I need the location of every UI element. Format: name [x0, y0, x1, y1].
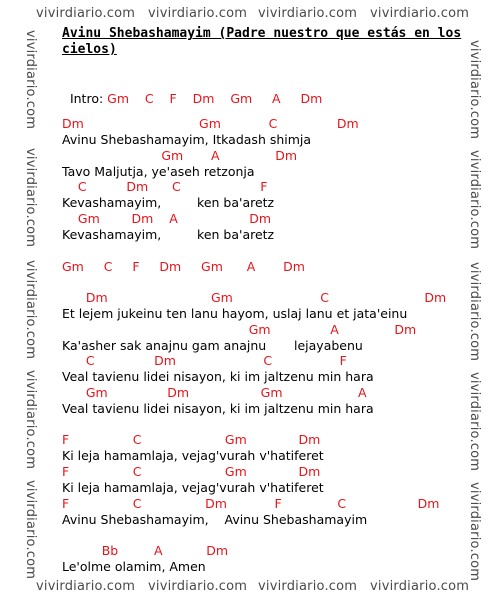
lyric-line: Ki leja hamamlaja, vejag'vurah v'hatiferet	[62, 448, 324, 463]
watermark-bottom-4: vivirdiario.com	[370, 579, 470, 594]
chord-line: Dm Gm C Dm	[62, 290, 447, 305]
watermark-right-4: vivirdiario.com	[467, 372, 482, 472]
chord-line: Gm A Dm	[62, 322, 417, 337]
chord-line: C Dm C F	[62, 179, 268, 194]
chord-line: F C Gm Dm	[62, 464, 321, 479]
lyric-line: Ka'asher sak anajnu gam anajnu lejayabenu	[62, 338, 363, 353]
chord-line: Gm Dm A Dm	[62, 211, 272, 226]
watermark-bottom-3: vivirdiario.com	[258, 579, 358, 594]
chord-line: F C Dm F C Dm	[62, 496, 440, 511]
watermark-left-2: vivirdiario.com	[23, 148, 38, 248]
lyric-line: Et lejem jukeinu ten lanu hayom, uslaj lanu et jata'einu	[62, 306, 408, 321]
lyric-line: Tavo Maljutja, ye'aseh retzonja	[62, 164, 255, 179]
watermark-bottom-1: vivirdiario.com	[36, 579, 136, 594]
interlude-chords: Gm C F Dm Gm A Dm	[62, 259, 305, 274]
watermark-left-4: vivirdiario.com	[23, 370, 38, 470]
watermark-right-5: vivirdiario.com	[467, 482, 482, 582]
chord-line: Bb A Dm	[62, 543, 229, 558]
intro-line	[62, 76, 322, 106]
chord-line: Dm Gm C Dm	[62, 116, 359, 131]
lyric-line: Avinu Shebashamayim, Avinu Shebashamayim	[62, 512, 368, 527]
lyric-line: Veal tavienu lidei nisayon, ki im jaltzenu min hara	[62, 369, 374, 384]
chord-line: Gm Dm Gm A	[62, 385, 367, 400]
song-title: Avinu Shebashamayim (Padre nuestro que estás en los cielos)	[62, 26, 462, 57]
chord-line: C Dm C F	[62, 353, 347, 368]
watermark-bottom-2: vivirdiario.com	[148, 579, 248, 594]
watermark-right-2: vivirdiario.com	[467, 150, 482, 250]
lyric-line: Veal tavienu lidei nisayon, ki im jaltzenu min hara	[62, 401, 374, 416]
watermark-top-2: vivirdiario.com	[148, 6, 248, 21]
watermark-right-3: vivirdiario.com	[467, 262, 482, 362]
watermark-top-3: vivirdiario.com	[258, 6, 358, 21]
lyric-line: Kevashamayim, ken ba'aretz	[62, 195, 275, 210]
watermark-right-1: vivirdiario.com	[467, 40, 482, 140]
watermark-top-4: vivirdiario.com	[370, 6, 470, 21]
watermark-left-1: vivirdiario.com	[23, 30, 38, 130]
lyric-line: Avinu Shebashamayim, Itkadash shimja	[62, 132, 312, 147]
watermark-left-3: vivirdiario.com	[23, 260, 38, 360]
lyric-line: Ki leja hamamlaja, vejag'vurah v'hatiferet	[62, 480, 324, 495]
chord-line: F C Gm Dm	[62, 432, 321, 447]
chord-line: Gm A Dm	[62, 148, 297, 163]
watermark-left-5: vivirdiario.com	[23, 480, 38, 580]
lyric-line: Le'olme olamim, Amen	[62, 559, 206, 574]
intro-chords: Gm C F Dm Gm A Dm	[107, 91, 323, 106]
watermark-top-1: vivirdiario.com	[36, 6, 136, 21]
intro-label: Intro:	[69, 91, 108, 106]
lyric-line: Kevashamayim, ken ba'aretz	[62, 227, 275, 242]
